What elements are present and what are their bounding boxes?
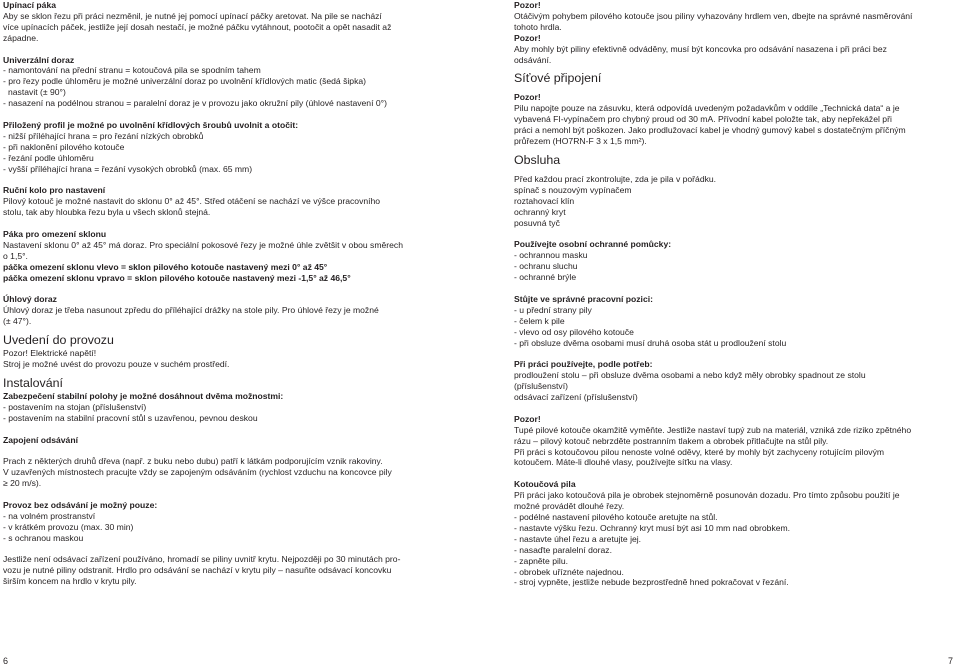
stujte-line: - čelem k pile bbox=[514, 315, 565, 326]
heading-instalovani: Instalování bbox=[3, 375, 63, 390]
section-title-kotoucova-pila: Kotoučová pila bbox=[514, 479, 576, 490]
kotoucova-line: - nastavte výšku řezu. Ochranný kryt musí být asi 10 mm nad obrobkem. bbox=[514, 522, 791, 533]
rucni-line: Pilový kotouč je možné nastavit do sklonu 0° až 45°. Střed otáčení se nachází ve výšce pracovního bbox=[3, 196, 381, 207]
right-column bbox=[514, 0, 957, 588]
tupe-line: rázu – pilový kotouč nebrzděte postranním tlakem a obrobek přitlačujte na stůl pily. bbox=[514, 435, 829, 446]
section-title-prilozeny-profil: Přiložený profil je možné po uvolnění křídlových šroubů uvolnit a otočit: bbox=[3, 119, 299, 130]
pozor-label: Pozor! bbox=[514, 92, 541, 103]
zabezpeceni-line: - postavením na stojan (příslušenství) bbox=[3, 401, 147, 412]
upinaci-text-line: západne. bbox=[3, 32, 39, 43]
uvedeni-line: Pozor! Elektrické napětí! bbox=[3, 348, 97, 359]
pilu-line: Pilu napojte pouze na zásuvku, která odpovídá uvedeným požadavkům v oddíle „Technická data“ a je bbox=[514, 103, 900, 114]
uhlovy-line: Úhlový doraz je třeba nasunout zpředu do příléhající drážky na stole pily. Pro úhlové řezy je možné bbox=[3, 305, 379, 316]
heading-obsluha: Obsluha bbox=[514, 152, 561, 167]
section-title-pracovni-pozice: Stůjte ve správné pracovní pozici: bbox=[514, 293, 653, 304]
section-title-rucni-kolo: Ruční kolo pro nastavení bbox=[3, 185, 106, 196]
pri-praci-line: prodloužení stolu – při obsluze dvěma osobami a nebo když měly obrobky spadnout ze stolu bbox=[514, 370, 866, 381]
zapojeni-line: ≥ 20 m/s). bbox=[3, 478, 42, 489]
kotoucova-line: - podélné nastavení pilového kotouče aretujte na stůl. bbox=[514, 511, 718, 522]
heading-uvedeni-do-provozu: Uvedení do provozu bbox=[3, 333, 114, 348]
kotoucova-line: - obrobek uříznéte najednou. bbox=[514, 566, 624, 577]
pomucky-line: - ochranné brýle bbox=[514, 272, 577, 283]
otacivym-line: tohoto hrdla. bbox=[514, 21, 562, 32]
obsluha-line: roztahovací klín bbox=[514, 195, 575, 206]
provoz-line: - s ochranou maskou bbox=[3, 532, 84, 543]
stujte-line: - při obsluze dvěma osobami musí druhá osoba stát u prodloužení stolu bbox=[514, 337, 787, 348]
jestlize-line: širším koncem na hrdlo v krytu pily. bbox=[3, 576, 137, 587]
section-title-upinaci-paka: Upínací páka bbox=[3, 0, 57, 10]
pozor-label: Pozor! bbox=[514, 0, 541, 10]
tupe-line: Tupé pilové kotouče okamžitě vyměňte. Jestliže nastaví tupý zub na materiál, vzniká zde riziko zpětného bbox=[514, 424, 912, 435]
pozor-label: Pozor! bbox=[514, 413, 541, 424]
uvedeni-line: Stroj je možné uvést do provozu pouze v suchém prostředí. bbox=[3, 359, 230, 370]
uhlovy-line: (± 47°). bbox=[3, 316, 32, 327]
kotoucova-line: Při práci jako kotoučová pila je obrobek stejnoměrně posunován dozadu. Pro tímto způsobu použití je bbox=[514, 490, 900, 501]
kotoucova-line: možné provádět dlouhé řezy. bbox=[514, 501, 625, 512]
zabezpeceni-line: - postavením na stabilní pracovní stůl s uzavřenou, pevnou deskou bbox=[3, 412, 258, 423]
section-title-zapojeni-odsavani: Zapojení odsávání bbox=[3, 434, 78, 445]
obsluha-line: ochranný kryt bbox=[514, 206, 566, 217]
pozor-label: Pozor! bbox=[514, 32, 541, 43]
paka-line: o 1,5°. bbox=[3, 250, 28, 261]
univ-line: - pro řezy podle úhloměru je možné univerzální doraz po uvolnění křídlových matic (šedá šipka) bbox=[3, 76, 367, 87]
jestlize-line: Jestliže není odsávací zařízení používáno, hromadí se piliny uvnitř krytu. Nejpozději po 30 minutách pro- bbox=[3, 554, 401, 565]
tupe-line: Při práci s kotoučovou pilou nenoste volné oděvy, které by mohly být zachyceny rotujícím pilovým bbox=[514, 446, 885, 457]
section-title-paka-sklonu: Páka pro omezení sklonu bbox=[3, 228, 107, 239]
zapojeni-line: V uzavřených místnostech pracujte vždy se zapojeným odsáváním (rychlost vzduchu na koncovce pily bbox=[3, 467, 392, 478]
aby-line: odsávání. bbox=[514, 54, 552, 65]
pomucky-line: - ochrannou masku bbox=[514, 250, 588, 261]
obsluha-line: spínač s nouzovým vypínačem bbox=[514, 184, 632, 195]
zapojeni-line: Prach z některých druhů dřeva (např. z buku nebo dubu) patří k látkám podporujícím vznik rakoviny. bbox=[3, 456, 383, 467]
aby-line: Aby mohly být piliny efektivně odváděny, musí být koncovka pro odsávání nasazena i při práci bez bbox=[514, 43, 887, 54]
section-title-univerzalni-doraz: Univerzální doraz bbox=[3, 54, 75, 65]
prilozeny-line: - řezání podle úhloměru bbox=[3, 152, 94, 163]
stujte-line: - u přední strany pily bbox=[514, 304, 592, 315]
univ-line: - namontování na přední stranu = kotoučová pila se spodním tahem bbox=[3, 65, 261, 76]
rucni-line: stolu, tak aby hloubka řezu byla u všech sklonů stejná. bbox=[3, 207, 211, 218]
obsluha-line: Před každou prací zkontrolujte, zda je pila v pořádku. bbox=[514, 173, 717, 184]
provoz-line: - na volném prostranství bbox=[3, 510, 96, 521]
pilu-line: průřezem (HO7RN-F 3 x 1,5 mm²). bbox=[514, 136, 647, 147]
upinaci-text-line: Aby se sklon řezu při práci nezměnil, je nutné jej pomocí upínací páčky aretovat. Na pile se nachází bbox=[3, 10, 382, 21]
otacivym-line: Otáčivým pohybem pilového kotouče jsou piliny vyhazovány hrdlem ven, dbejte na správné nasměrování bbox=[514, 10, 913, 21]
packa-vlevo: páčka omezení sklonu vlevo = sklon pilového kotouče nastavený mezi 0° až 45° bbox=[3, 261, 328, 272]
left-column bbox=[3, 0, 445, 587]
tupe-line: kotoučem. Máte-li dlouhé vlasy, používejte síťku na vlasy. bbox=[514, 457, 733, 468]
section-title-ochranne-pomucky: Používejte osobní ochranné pomůcky: bbox=[514, 239, 672, 250]
univ-line: - nasazení na podélnou stranou = paralelní doraz je v provozu jako okružní pily (úhlové nastavení 0°) bbox=[3, 98, 387, 109]
page-number-left: 6 bbox=[3, 656, 9, 666]
pri-praci-line: odsávací zařízení (příslušenství) bbox=[514, 392, 638, 403]
paka-line: Nastavení sklonu 0° až 45° má doraz. Pro speciální pokosové řezy je možné úhle zvětšit v obou směrech bbox=[3, 239, 403, 250]
kotoucova-line: - stroj vypněte, jestliže nebude bezprostředně hned pokračovat v řezání. bbox=[514, 577, 789, 588]
prilozeny-line: - vyšší příléhající hrana = řezání vysokých obrobků (max. 65 mm) bbox=[3, 163, 253, 174]
obsluha-line: posuvná tyč bbox=[514, 217, 560, 228]
pilu-line: práci a nemohl být poškozen. Jako prodlužovací kabel je vhodný gumový kabel s dostatečným příčným bbox=[514, 125, 906, 136]
kotoucova-line: - nasaďte paralelní doraz. bbox=[514, 544, 612, 555]
page-number-right: 7 bbox=[948, 656, 954, 666]
jestlize-line: vozu je nutné piliny odstranit. Hrdlo pro odsávání se nachází v krytu pily – nasuňte odsávací koncovku bbox=[3, 565, 392, 576]
upinaci-text-line: více upínacích páček, jestliže její dosah nestačí, je možné páčku vytáhnout, pootočit a opět nasadit až bbox=[3, 21, 392, 32]
section-title-pri-praci: Při práci používejte, podle potřeb: bbox=[514, 359, 653, 370]
pomucky-line: - ochranu sluchu bbox=[514, 261, 578, 272]
pilu-line: vybavená FI-vypínačem pro chybný proud od 30 mA. Přívodní kabel položte tak, aby nepřekážel při bbox=[514, 114, 892, 125]
section-title-uhlovy-doraz: Úhlový doraz bbox=[3, 294, 57, 305]
heading-sitove-pripojeni: Síťové připojení bbox=[514, 71, 602, 86]
prilozeny-line: - při naklonění pilového kotouče bbox=[3, 141, 125, 152]
section-title-zabezpeceni: Zabezpečení stabilní polohy je možné dosáhnout dvěma možnostmi: bbox=[3, 390, 284, 401]
packa-vpravo: páčka omezení sklonu vpravo = sklon pilového kotouče nastavený mezi -1,5° až 46,5° bbox=[3, 272, 351, 283]
pri-praci-line: (příslušenství) bbox=[514, 381, 568, 392]
prilozeny-line: - nižší příléhající hrana = pro řezání nízkých obrobků bbox=[3, 130, 204, 141]
provoz-line: - v krátkém provozu (max. 30 min) bbox=[3, 521, 134, 532]
section-title-provoz-bez-odsavani: Provoz bez odsávání je možný pouze: bbox=[3, 499, 158, 510]
kotoucova-line: - zapněte pilu. bbox=[514, 555, 568, 566]
stujte-line: - vlevo od osy pilového kotouče bbox=[514, 326, 634, 337]
kotoucova-line: - nastavte úhel řezu a aretujte jej. bbox=[514, 533, 642, 544]
univ-line: nastavit (± 90°) bbox=[8, 87, 66, 98]
